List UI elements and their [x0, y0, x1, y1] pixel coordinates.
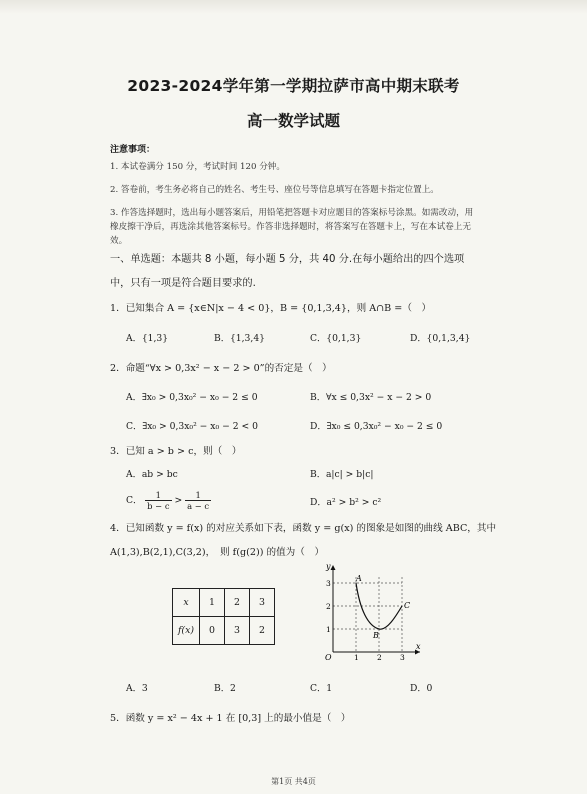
q2-option-a: A．∃x₀ > 0,3x₀² − x₀ − 2 ≤ 0	[126, 392, 258, 403]
page-footer: 第1页 共4页	[271, 777, 316, 786]
table-cell: f(x)	[173, 617, 200, 645]
question-2-stem: 2．命题“∀x > 0,3x² − x − 2 > 0”的否定是（ ）	[110, 363, 332, 374]
note-3: 3. 作答选择题时，选出每小题答案后，用铅笔把答题卡对应题目的答案标号涂黑。如需改动，用橡皮擦干净后，再选涂其他答案标号。作答非选择题时，将答案写在答题卡上，写在本试卷上无效。	[110, 208, 474, 246]
q3-option-a: A．ab > bc	[126, 469, 178, 480]
q4-option-c: C．1	[310, 683, 333, 694]
y-axis-label: y	[326, 562, 331, 571]
question-5-stem: 5．函数 y = x² − 4x + 1 在 [0,3] 上的最小值是（ ）	[110, 713, 351, 724]
greater-than-sign: >	[174, 495, 183, 506]
table-cell: 0	[200, 617, 225, 645]
x-tick-label: 2	[377, 653, 382, 662]
q1-option-a: A．{1,3}	[126, 333, 169, 344]
fraction-left-num: 1	[145, 490, 171, 501]
table-cell: x	[173, 589, 200, 617]
notes-heading: 注意事项：	[110, 145, 156, 155]
table-cell: 3	[225, 617, 250, 645]
x-axis-label: x	[416, 642, 421, 651]
y-tick-label: 1	[326, 625, 331, 634]
note-2: 2. 答卷前，考生务必将自己的姓名、考生号、座位号等信息填写在答题卡指定位置上。	[110, 185, 439, 195]
section-1-heading: 一、单选题：本题共 8 小题，每小题 5 分，共 40 分.在每小题给出的四个选项中，只有一项是符合题目要求的.	[110, 254, 465, 289]
origin-label: O	[325, 653, 332, 662]
fraction-right	[185, 490, 211, 511]
exam-title: 2023-2024学年第一学期拉萨市高中期末联考	[127, 77, 460, 95]
question-3-stem: 3．已知 a > b > c，则（ ）	[110, 446, 242, 457]
note-1: 1. 本试卷满分 150 分，考试时间 120 分钟。	[110, 162, 285, 172]
table-cell: 3	[250, 589, 275, 617]
graph-grid	[333, 577, 402, 652]
q4-option-d: D．0	[410, 683, 433, 694]
q2-option-c: C．∃x₀ > 0,3x₀² − x₀ − 2 < 0	[126, 421, 258, 432]
scan-edge	[0, 0, 587, 14]
y-tick-label: 3	[326, 579, 331, 588]
x-tick-label: 3	[400, 653, 405, 662]
y-axis-arrow	[331, 565, 336, 570]
q3-option-c	[126, 490, 211, 511]
q3-option-b: B．a|c| > b|c|	[310, 469, 374, 480]
question-4-stem-2: A(1,3),B(2,1),C(3,2)， 则 f(g(2)) 的值为（ ）	[110, 547, 325, 558]
q2-option-d: D．∃x₀ ≤ 0,3x₀² − x₀ − 2 ≤ 0	[310, 421, 443, 432]
point-a-label: A	[356, 574, 362, 583]
fraction-left-den: b − c	[147, 501, 170, 511]
q4-option-b: B．2	[214, 683, 236, 694]
q1-option-c: C．{0,1,3}	[310, 333, 362, 344]
q4-option-a: A．3	[126, 683, 148, 694]
function-graph	[316, 560, 426, 662]
table-row	[173, 617, 275, 645]
x-tick-label: 1	[354, 653, 359, 662]
question-4-stem: 4．已知函数 y = f(x) 的对应关系如下表，函数 y = g(x) 的图象是如图的曲线 ABC，其中	[110, 523, 497, 534]
fraction-right-num: 1	[185, 490, 211, 501]
q2-option-b: B．∀x ≤ 0,3x² − x − 2 > 0	[310, 392, 432, 403]
point-c-label: C	[404, 601, 411, 610]
function-table	[172, 588, 275, 645]
q1-option-b: B．{1,3,4}	[214, 333, 266, 344]
table-cell: 2	[250, 617, 275, 645]
table-cell: 2	[225, 589, 250, 617]
question-1-stem: 1．已知集合 A = {x∈N|x − 4 < 0}，B = {0,1,3,4}，则 A∩B =（ ）	[110, 303, 432, 314]
fraction-left	[145, 490, 171, 511]
table-row	[173, 589, 275, 617]
exam-subtitle: 高一数学试题	[246, 112, 340, 130]
q3-option-c-label: C．	[126, 495, 143, 506]
q1-option-d: D．{0,1,3,4}	[410, 333, 471, 344]
y-tick-label: 2	[326, 602, 331, 611]
q3-option-d: D．a² > b² > c²	[310, 497, 382, 508]
fraction-right-den: a − c	[187, 501, 210, 511]
table-cell: 1	[200, 589, 225, 617]
point-b-label: B	[373, 631, 379, 640]
